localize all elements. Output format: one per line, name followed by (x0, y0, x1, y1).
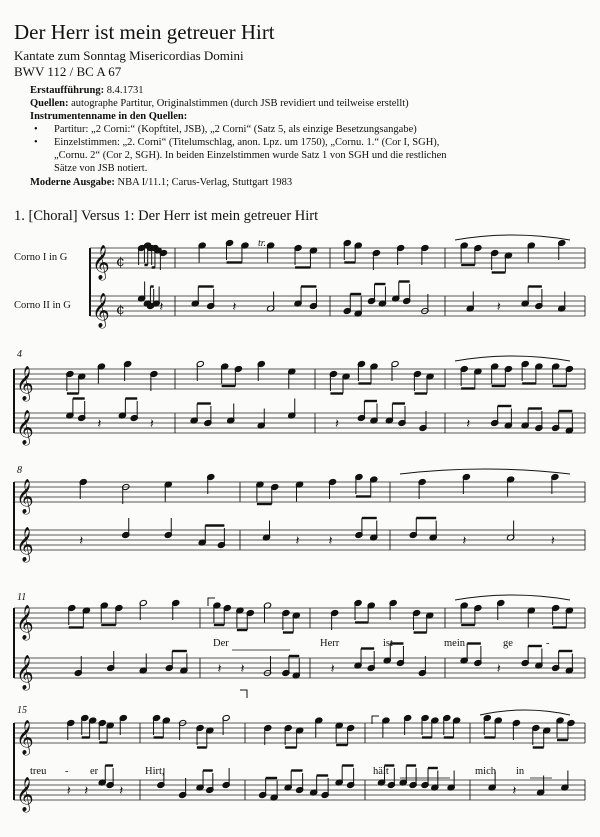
catalog-number: BWV 112 / BC A 67 (14, 64, 122, 79)
lyric-syllable: er (90, 766, 99, 777)
page-title: Der Herr ist mein getreuer Hirt (14, 20, 275, 44)
quarter-rest: 𝄽 (240, 662, 245, 677)
bullet-icon: • (34, 137, 38, 148)
slur (455, 356, 570, 361)
movement-heading: 1. [Choral] Versus 1: Der Herr ist mein getreuer Hirt (14, 208, 319, 224)
modern-edition-label: Moderne Ausgabe: (30, 177, 115, 188)
measure-number: 8 (17, 465, 22, 476)
measure-number: 15 (17, 705, 27, 716)
quarter-rest: 𝄽 (295, 534, 300, 549)
quarter-rest: 𝄽 (496, 300, 501, 315)
quarter-rest: 𝄽 (119, 784, 124, 799)
treble-clef: 𝄞 (16, 410, 34, 445)
quarter-rest: 𝄽 (217, 662, 222, 677)
quarter-rest: 𝄽 (550, 534, 555, 549)
treble-clef: 𝄞 (16, 479, 34, 514)
lyric-syllable: ge (503, 638, 513, 649)
lyric-syllable: Hirt, (145, 766, 165, 777)
lyric-syllable: - (546, 638, 550, 649)
lyric-syllable: mein (444, 638, 465, 649)
treble-clef: 𝄞 (16, 366, 34, 401)
slur (480, 710, 570, 715)
trill-mark: tr. (258, 238, 267, 249)
sources-label: Quellen: (30, 98, 69, 109)
quarter-rest: 𝄽 (462, 534, 467, 549)
measure-number: 11 (17, 592, 27, 603)
instrument-label-horn-2: Corno II in G (14, 300, 71, 311)
slur (455, 595, 570, 600)
phrase-mark (240, 690, 247, 698)
bullet-1-line-1: Partitur: „2 Corni:“ (Kopftitel, JSB), „2 Corni“ (Satz 5, als einzige Besetzungsangabe) (54, 124, 417, 135)
slur (400, 469, 570, 474)
treble-clef: 𝄞 (16, 605, 34, 640)
bullet-2-line-3: Sätze von JSB notiert. (54, 163, 148, 174)
measure-number: 4 (17, 349, 22, 360)
cantata-subtitle: Kantate zum Sonntag Misericordias Domini (14, 48, 244, 63)
bullet-2-line-1: Einzelstimmen: „2. Corni“ (Titelumschlag, anon. Lpz. um 1750), „Cornu. 1.“ (Cor I, SGH), (54, 137, 440, 148)
bullet-icon: • (34, 124, 38, 135)
quarter-rest: 𝄽 (66, 784, 71, 799)
quarter-rest: 𝄽 (159, 300, 164, 315)
instrument-label-horn-1: Corno I in G (14, 252, 68, 263)
lyric-syllable: in (516, 766, 525, 777)
lyric-syllable: mich (475, 766, 496, 777)
lyric-syllable: hält (373, 766, 389, 777)
treble-clef: 𝄞 (16, 777, 34, 812)
time-signature: ¢ (116, 302, 125, 318)
quarter-rest: 𝄽 (330, 662, 335, 677)
quarter-rest: 𝄽 (232, 300, 237, 315)
instrument-names-label: Instrumentenname in den Quellen: (30, 111, 188, 122)
quarter-rest: 𝄽 (512, 784, 517, 799)
time-signature: ¢ (116, 254, 125, 270)
sources-value: autographe Partitur, Originalstimmen (durch JSB revidiert und teilweise erstellt) (68, 98, 409, 109)
quarter-rest: 𝄽 (84, 784, 89, 799)
treble-clef: 𝄞 (92, 245, 110, 280)
premiere-value: 8.4.1731 (104, 85, 144, 96)
quarter-rest: 𝄽 (97, 417, 102, 432)
treble-clef: 𝄞 (16, 527, 34, 562)
quarter-rest: 𝄽 (496, 662, 501, 677)
lyric-syllable: ist (383, 638, 393, 649)
bullet-2-line-2: „Cornu. 2“ (Cor 2, SGH). In beiden Einzelstimmen wurde Satz 1 von SGH und die restlichen (54, 150, 447, 161)
lyric-syllable: - (65, 766, 69, 777)
quarter-rest: 𝄽 (466, 417, 471, 432)
quarter-rest: 𝄽 (79, 534, 84, 549)
lyric-syllable: treu (30, 766, 47, 777)
treble-clef: 𝄞 (16, 655, 34, 690)
modern-edition-value: NBA I/11.1; Carus-Verlag, Stuttgart 1983 (114, 177, 293, 188)
quarter-rest: 𝄽 (149, 417, 154, 432)
lyric-syllable: Herr (320, 638, 340, 649)
quarter-rest: 𝄽 (328, 534, 333, 549)
slur (455, 235, 570, 240)
lyric-syllable: Der (213, 638, 229, 649)
quarter-rest: 𝄽 (335, 417, 339, 432)
treble-clef: 𝄞 (16, 720, 34, 755)
treble-clef: 𝄞 (92, 293, 110, 328)
premiere-label: Erstaufführung: (30, 85, 105, 96)
